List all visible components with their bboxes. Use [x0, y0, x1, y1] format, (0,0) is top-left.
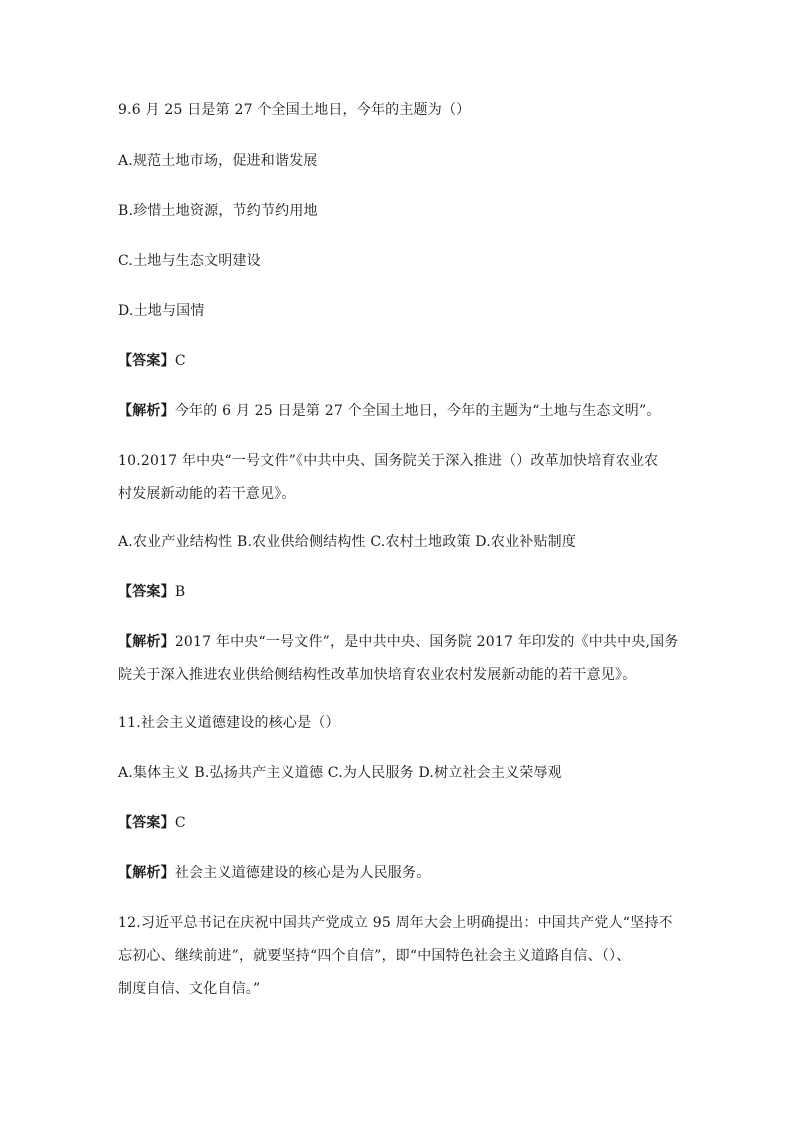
q12-question-line3: 制度自信、文化自信。”: [118, 981, 261, 997]
q9-option-a: A.规范土地市场，促进和谐发展: [118, 153, 318, 169]
q12-question-line2: 忘初心、继续前进”，就要坚持“四个自信”，即“中国特色社会主义道路自信、（）、: [118, 948, 631, 964]
q9-analysis-label: 【解析】: [118, 403, 175, 419]
q9-answer: [118, 346, 678, 377]
q9-analysis: [118, 396, 678, 427]
q10-answer-value: B: [174, 584, 186, 600]
q9-answer-label: 【答案】: [118, 353, 175, 369]
q10-question-line2: 村发展新动能的若干意见》。: [118, 486, 296, 502]
q11-answer-value: C: [174, 815, 186, 831]
q11-analysis: [118, 858, 678, 889]
q11-answer: [118, 808, 678, 839]
q9-analysis-text: 今年的 6 月 25 日是第 27 个全国土地日，今年的主题为“土地与生态文明”。: [174, 403, 661, 419]
q10-analysis-line1: [118, 627, 678, 658]
q10-options: A.农业产业结构性 B.农业供给侧结构性 C.农村土地政策 D.农业补贴制度: [118, 534, 577, 550]
q11-analysis-label: 【解析】: [118, 865, 175, 881]
q11-answer-label: 【答案】: [118, 815, 175, 831]
q10-analysis-label: 【解析】: [118, 634, 175, 650]
q11-analysis-text: 社会主义道德建设的核心是为人民服务。: [174, 865, 431, 881]
q10-analysis-line2: 院关于深入推进农业供给侧结构性改革加快培育农业农村发展新动能的若干意见》。: [118, 667, 637, 683]
q12-question-line1: 12.习近平总书记在庆祝中国共产党成立 95 周年大会上明确提出：中国共产党人“坚持不: [118, 915, 673, 931]
q9-question: 9.6 月 25 日是第 27 个全国土地日，今年的主题为（）: [118, 102, 471, 118]
q11-question: 11.社会主义道德建设的核心是（）: [118, 715, 340, 731]
q9-answer-value: C: [174, 353, 186, 369]
q9-option-d: D.土地与国情: [118, 303, 205, 319]
q10-analysis-text-1: 2017 年中央“一号文件”，是中共中央、国务院 2017 年印发的《中共中央,国务: [174, 634, 679, 650]
q10-answer-label: 【答案】: [118, 584, 175, 600]
q9-option-b: B.珍惜土地资源，节约节约用地: [118, 203, 318, 219]
q10-answer: [118, 577, 678, 608]
q10-question-line1: 10.2017 年中央“一号文件”《中共中央、国务院关于深入推进（）改革加快培育农业农: [118, 453, 659, 469]
q9-option-c: C.土地与生态文明建设: [118, 253, 261, 269]
q11-options: A.集体主义 B.弘扬共产主义道德 C.为人民服务 D.树立社会主义荣辱观: [118, 765, 562, 781]
